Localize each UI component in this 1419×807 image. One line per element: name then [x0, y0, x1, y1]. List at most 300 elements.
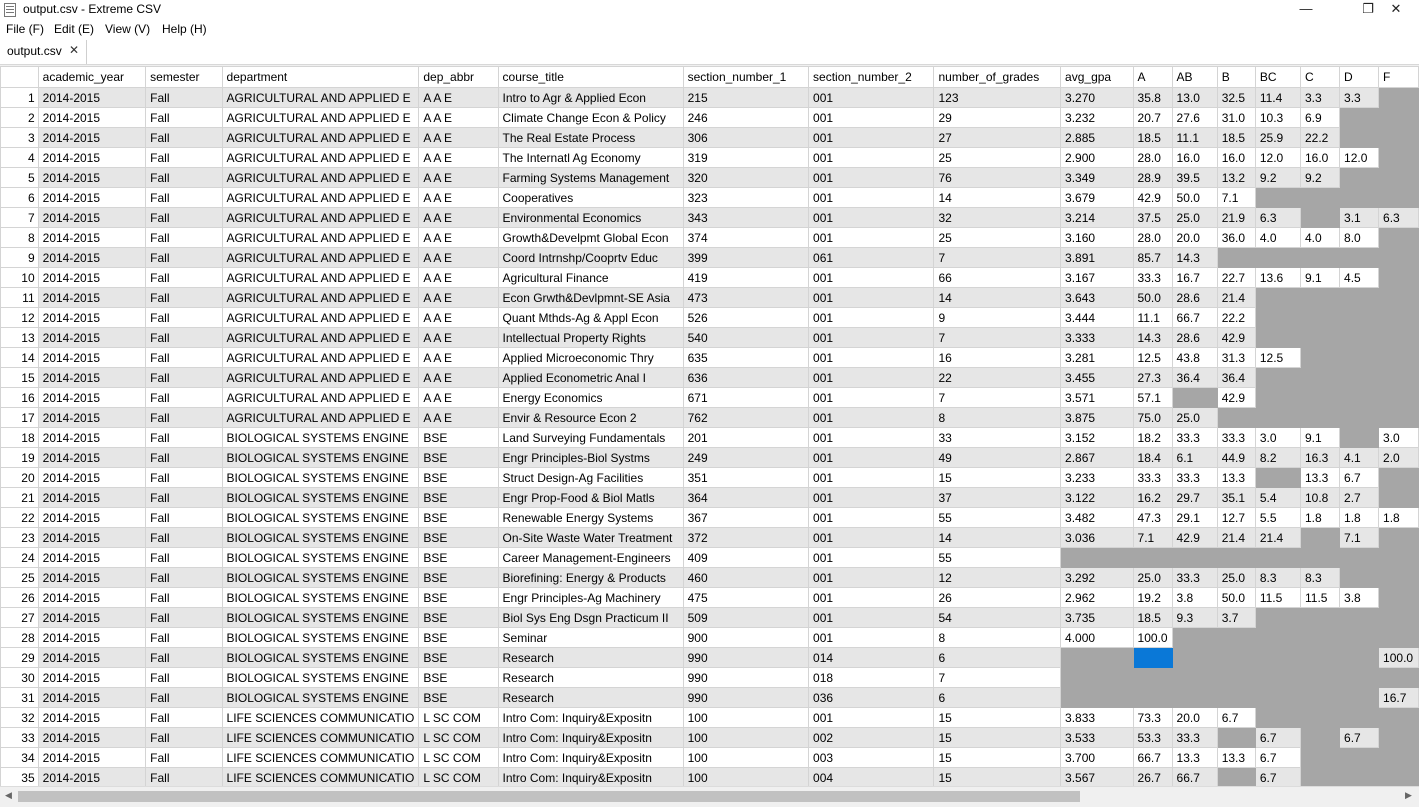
cell-section-number-1[interactable]: 460: [683, 568, 808, 588]
cell-course-title[interactable]: Renewable Energy Systems: [498, 508, 683, 528]
cell-number-of-grades[interactable]: 32: [934, 208, 1061, 228]
cell-b[interactable]: 21.9: [1217, 208, 1255, 228]
cell-semester[interactable]: Fall: [146, 688, 222, 708]
row-number[interactable]: 26: [1, 588, 39, 608]
cell-academic-year[interactable]: 2014-2015: [38, 628, 146, 648]
table-row[interactable]: [1, 548, 1419, 568]
row-number[interactable]: 34: [1, 748, 39, 768]
cell-ab[interactable]: 16.0: [1172, 148, 1217, 168]
cell-b[interactable]: [1217, 668, 1255, 688]
cell-c[interactable]: 9.1: [1300, 428, 1339, 448]
table-row[interactable]: [1, 688, 1419, 708]
cell-dep-abbr[interactable]: A A E: [419, 408, 498, 428]
cell-ab[interactable]: 28.6: [1172, 288, 1217, 308]
cell-number-of-grades[interactable]: 25: [934, 228, 1061, 248]
cell-ab[interactable]: 29.1: [1172, 508, 1217, 528]
row-number[interactable]: 33: [1, 728, 39, 748]
cell-a[interactable]: 12.5: [1133, 348, 1172, 368]
cell-ab[interactable]: 33.3: [1172, 428, 1217, 448]
cell-f[interactable]: [1379, 188, 1419, 208]
cell-ab[interactable]: 13.0: [1172, 88, 1217, 108]
cell-academic-year[interactable]: 2014-2015: [38, 168, 146, 188]
cell-c[interactable]: [1300, 668, 1339, 688]
cell-c[interactable]: 9.1: [1300, 268, 1339, 288]
column-header-b[interactable]: B: [1217, 67, 1255, 88]
cell-c[interactable]: 4.0: [1300, 228, 1339, 248]
cell-c[interactable]: 16.3: [1300, 448, 1339, 468]
cell-section-number-2[interactable]: 001: [809, 188, 934, 208]
cell-section-number-1[interactable]: 419: [683, 268, 808, 288]
cell-b[interactable]: [1217, 728, 1255, 748]
cell-course-title[interactable]: Agricultural Finance: [498, 268, 683, 288]
cell-d[interactable]: 12.0: [1340, 148, 1379, 168]
cell-ab[interactable]: 3.8: [1172, 588, 1217, 608]
cell-semester[interactable]: Fall: [146, 308, 222, 328]
cell-a[interactable]: 50.0: [1133, 288, 1172, 308]
cell-bc[interactable]: 5.4: [1255, 488, 1300, 508]
cell-c[interactable]: [1300, 308, 1339, 328]
column-header-semester[interactable]: semester: [146, 67, 222, 88]
cell-a[interactable]: 33.3: [1133, 468, 1172, 488]
cell-a[interactable]: 33.3: [1133, 268, 1172, 288]
cell-d[interactable]: 3.8: [1340, 588, 1379, 608]
cell-section-number-1[interactable]: 762: [683, 408, 808, 428]
cell-department[interactable]: LIFE SCIENCES COMMUNICATIO: [222, 768, 419, 787]
cell-section-number-2[interactable]: 001: [809, 228, 934, 248]
cell-f[interactable]: 2.0: [1379, 448, 1419, 468]
cell-academic-year[interactable]: 2014-2015: [38, 388, 146, 408]
table-row[interactable]: [1, 208, 1419, 228]
cell-number-of-grades[interactable]: 15: [934, 748, 1061, 768]
cell-dep-abbr[interactable]: BSE: [419, 588, 498, 608]
menu-view[interactable]: View (V): [105, 22, 151, 36]
cell-f[interactable]: [1379, 228, 1419, 248]
table-row[interactable]: [1, 148, 1419, 168]
cell-dep-abbr[interactable]: BSE: [419, 528, 498, 548]
cell-course-title[interactable]: Seminar: [498, 628, 683, 648]
cell-c[interactable]: 13.3: [1300, 468, 1339, 488]
row-number[interactable]: 35: [1, 768, 39, 787]
cell-academic-year[interactable]: 2014-2015: [38, 528, 146, 548]
cell-academic-year[interactable]: 2014-2015: [38, 328, 146, 348]
cell-a[interactable]: 75.0: [1133, 408, 1172, 428]
cell-section-number-1[interactable]: 201: [683, 428, 808, 448]
cell-section-number-1[interactable]: 364: [683, 488, 808, 508]
cell-bc[interactable]: 8.3: [1255, 568, 1300, 588]
cell-academic-year[interactable]: 2014-2015: [38, 728, 146, 748]
cell-dep-abbr[interactable]: L SC COM: [419, 728, 498, 748]
cell-ab[interactable]: 29.7: [1172, 488, 1217, 508]
cell-number-of-grades[interactable]: 7: [934, 668, 1061, 688]
cell-section-number-2[interactable]: 001: [809, 568, 934, 588]
cell-ab[interactable]: 11.1: [1172, 128, 1217, 148]
cell-f[interactable]: [1379, 528, 1419, 548]
cell-section-number-1[interactable]: 990: [683, 668, 808, 688]
table-row[interactable]: [1, 448, 1419, 468]
cell-b[interactable]: 32.5: [1217, 88, 1255, 108]
tab-close-icon[interactable]: ✕: [69, 43, 80, 57]
cell-bc[interactable]: [1255, 628, 1300, 648]
cell-ab[interactable]: 33.3: [1172, 568, 1217, 588]
cell-section-number-1[interactable]: 351: [683, 468, 808, 488]
table-row[interactable]: [1, 748, 1419, 768]
cell-semester[interactable]: Fall: [146, 208, 222, 228]
table-row[interactable]: [1, 588, 1419, 608]
cell-bc[interactable]: [1255, 188, 1300, 208]
cell-a[interactable]: 73.3: [1133, 708, 1172, 728]
cell-f[interactable]: [1379, 768, 1419, 787]
menu-edit[interactable]: Edit (E): [54, 22, 95, 36]
cell-academic-year[interactable]: 2014-2015: [38, 668, 146, 688]
cell-section-number-2[interactable]: 004: [809, 768, 934, 787]
cell-course-title[interactable]: Quant Mthds-Ag & Appl Econ: [498, 308, 683, 328]
cell-dep-abbr[interactable]: A A E: [419, 168, 498, 188]
cell-f[interactable]: [1379, 728, 1419, 748]
cell-academic-year[interactable]: 2014-2015: [38, 648, 146, 668]
cell-department[interactable]: AGRICULTURAL AND APPLIED E: [222, 408, 419, 428]
cell-c[interactable]: [1300, 408, 1339, 428]
cell-dep-abbr[interactable]: BSE: [419, 628, 498, 648]
table-row[interactable]: [1, 368, 1419, 388]
cell-d[interactable]: [1340, 628, 1379, 648]
cell-f[interactable]: [1379, 108, 1419, 128]
cell-avg-gpa[interactable]: 2.962: [1061, 588, 1133, 608]
cell-bc[interactable]: [1255, 368, 1300, 388]
cell-avg-gpa[interactable]: 2.885: [1061, 128, 1133, 148]
cell-section-number-2[interactable]: 001: [809, 628, 934, 648]
cell-f[interactable]: [1379, 628, 1419, 648]
cell-course-title[interactable]: Career Management-Engineers: [498, 548, 683, 568]
table-row[interactable]: [1, 88, 1419, 108]
cell-section-number-1[interactable]: 367: [683, 508, 808, 528]
cell-course-title[interactable]: Land Surveying Fundamentals: [498, 428, 683, 448]
cell-ab[interactable]: 43.8: [1172, 348, 1217, 368]
cell-dep-abbr[interactable]: BSE: [419, 468, 498, 488]
cell-d[interactable]: [1340, 388, 1379, 408]
cell-number-of-grades[interactable]: 22: [934, 368, 1061, 388]
cell-section-number-1[interactable]: 249: [683, 448, 808, 468]
cell-semester[interactable]: Fall: [146, 128, 222, 148]
cell-a[interactable]: 20.7: [1133, 108, 1172, 128]
cell-c[interactable]: 9.2: [1300, 168, 1339, 188]
cell-section-number-1[interactable]: 306: [683, 128, 808, 148]
row-number[interactable]: 12: [1, 308, 39, 328]
cell-number-of-grades[interactable]: 66: [934, 268, 1061, 288]
cell-academic-year[interactable]: 2014-2015: [38, 148, 146, 168]
cell-avg-gpa[interactable]: 3.891: [1061, 248, 1133, 268]
cell-bc[interactable]: 8.2: [1255, 448, 1300, 468]
cell-bc[interactable]: [1255, 668, 1300, 688]
cell-academic-year[interactable]: 2014-2015: [38, 368, 146, 388]
cell-dep-abbr[interactable]: A A E: [419, 388, 498, 408]
cell-section-number-2[interactable]: 001: [809, 328, 934, 348]
cell-ab[interactable]: 39.5: [1172, 168, 1217, 188]
cell-f[interactable]: 100.0: [1379, 648, 1419, 668]
cell-dep-abbr[interactable]: A A E: [419, 128, 498, 148]
cell-avg-gpa[interactable]: 3.214: [1061, 208, 1133, 228]
cell-ab[interactable]: 50.0: [1172, 188, 1217, 208]
cell-a[interactable]: 18.4: [1133, 448, 1172, 468]
cell-d[interactable]: 8.0: [1340, 228, 1379, 248]
column-header-avg-gpa[interactable]: avg_gpa: [1061, 67, 1133, 88]
cell-section-number-2[interactable]: 001: [809, 508, 934, 528]
cell-academic-year[interactable]: 2014-2015: [38, 268, 146, 288]
cell-section-number-2[interactable]: 018: [809, 668, 934, 688]
cell-f[interactable]: [1379, 88, 1419, 108]
cell-bc[interactable]: [1255, 408, 1300, 428]
cell-bc[interactable]: [1255, 288, 1300, 308]
cell-f[interactable]: [1379, 468, 1419, 488]
cell-a[interactable]: [1133, 668, 1172, 688]
table-row[interactable]: [1, 428, 1419, 448]
table-row[interactable]: [1, 668, 1419, 688]
cell-d[interactable]: [1340, 248, 1379, 268]
cell-d[interactable]: [1340, 548, 1379, 568]
cell-section-number-2[interactable]: 001: [809, 368, 934, 388]
cell-avg-gpa[interactable]: 3.232: [1061, 108, 1133, 128]
table-row[interactable]: [1, 328, 1419, 348]
cell-academic-year[interactable]: 2014-2015: [38, 548, 146, 568]
cell-course-title[interactable]: Environmental Economics: [498, 208, 683, 228]
row-number[interactable]: 7: [1, 208, 39, 228]
cell-semester[interactable]: Fall: [146, 448, 222, 468]
cell-dep-abbr[interactable]: A A E: [419, 88, 498, 108]
cell-department[interactable]: AGRICULTURAL AND APPLIED E: [222, 128, 419, 148]
cell-course-title[interactable]: Biorefining: Energy & Products: [498, 568, 683, 588]
cell-dep-abbr[interactable]: L SC COM: [419, 748, 498, 768]
cell-section-number-1[interactable]: 990: [683, 688, 808, 708]
cell-f[interactable]: [1379, 408, 1419, 428]
cell-section-number-1[interactable]: 374: [683, 228, 808, 248]
cell-c[interactable]: 3.3: [1300, 88, 1339, 108]
cell-d[interactable]: [1340, 608, 1379, 628]
cell-a[interactable]: 19.2: [1133, 588, 1172, 608]
row-number[interactable]: 22: [1, 508, 39, 528]
cell-department[interactable]: BIOLOGICAL SYSTEMS ENGINE: [222, 608, 419, 628]
cell-d[interactable]: [1340, 188, 1379, 208]
cell-section-number-1[interactable]: 100: [683, 768, 808, 787]
cell-semester[interactable]: Fall: [146, 368, 222, 388]
cell-a[interactable]: 35.8: [1133, 88, 1172, 108]
cell-section-number-1[interactable]: 372: [683, 528, 808, 548]
cell-bc[interactable]: 12.0: [1255, 148, 1300, 168]
cell-b[interactable]: 22.7: [1217, 268, 1255, 288]
cell-b[interactable]: 18.5: [1217, 128, 1255, 148]
table-row[interactable]: [1, 528, 1419, 548]
cell-a[interactable]: 7.1: [1133, 528, 1172, 548]
cell-avg-gpa[interactable]: 3.122: [1061, 488, 1133, 508]
table-row[interactable]: [1, 608, 1419, 628]
cell-f[interactable]: 6.3: [1379, 208, 1419, 228]
cell-dep-abbr[interactable]: A A E: [419, 248, 498, 268]
cell-semester[interactable]: Fall: [146, 548, 222, 568]
cell-number-of-grades[interactable]: 8: [934, 408, 1061, 428]
cell-ab[interactable]: [1172, 628, 1217, 648]
cell-c[interactable]: [1300, 248, 1339, 268]
table-row[interactable]: [1, 308, 1419, 328]
cell-avg-gpa[interactable]: 3.833: [1061, 708, 1133, 728]
cell-d[interactable]: 4.5: [1340, 268, 1379, 288]
column-header-section-number-2[interactable]: section_number_2: [809, 67, 934, 88]
cell-section-number-2[interactable]: 001: [809, 268, 934, 288]
row-number[interactable]: 10: [1, 268, 39, 288]
cell-department[interactable]: BIOLOGICAL SYSTEMS ENGINE: [222, 628, 419, 648]
cell-b[interactable]: 6.7: [1217, 708, 1255, 728]
column-header-d[interactable]: D: [1340, 67, 1379, 88]
cell-a[interactable]: 53.3: [1133, 728, 1172, 748]
cell-dep-abbr[interactable]: A A E: [419, 208, 498, 228]
cell-department[interactable]: BIOLOGICAL SYSTEMS ENGINE: [222, 448, 419, 468]
cell-department[interactable]: BIOLOGICAL SYSTEMS ENGINE: [222, 548, 419, 568]
cell-d[interactable]: 6.7: [1340, 728, 1379, 748]
cell-b[interactable]: 42.9: [1217, 328, 1255, 348]
cell-course-title[interactable]: On-Site Waste Water Treatment: [498, 528, 683, 548]
cell-number-of-grades[interactable]: 6: [934, 688, 1061, 708]
cell-avg-gpa[interactable]: 3.152: [1061, 428, 1133, 448]
cell-avg-gpa[interactable]: 3.533: [1061, 728, 1133, 748]
table-row[interactable]: [1, 348, 1419, 368]
cell-ab[interactable]: 20.0: [1172, 708, 1217, 728]
cell-a[interactable]: 37.5: [1133, 208, 1172, 228]
cell-avg-gpa[interactable]: [1061, 668, 1133, 688]
cell-section-number-2[interactable]: 001: [809, 168, 934, 188]
close-button[interactable]: ✕: [1390, 1, 1402, 16]
cell-bc[interactable]: 4.0: [1255, 228, 1300, 248]
cell-c[interactable]: 6.9: [1300, 108, 1339, 128]
cell-ab[interactable]: [1172, 648, 1217, 668]
cell-dep-abbr[interactable]: A A E: [419, 308, 498, 328]
cell-d[interactable]: [1340, 748, 1379, 768]
cell-number-of-grades[interactable]: 12: [934, 568, 1061, 588]
cell-c[interactable]: [1300, 628, 1339, 648]
cell-section-number-2[interactable]: 036: [809, 688, 934, 708]
cell-academic-year[interactable]: 2014-2015: [38, 348, 146, 368]
cell-c[interactable]: 11.5: [1300, 588, 1339, 608]
cell-f[interactable]: [1379, 388, 1419, 408]
cell-a[interactable]: 27.3: [1133, 368, 1172, 388]
row-number[interactable]: 8: [1, 228, 39, 248]
cell-semester[interactable]: Fall: [146, 268, 222, 288]
cell-bc[interactable]: [1255, 388, 1300, 408]
cell-section-number-2[interactable]: 001: [809, 488, 934, 508]
cell-academic-year[interactable]: 2014-2015: [38, 588, 146, 608]
cell-c[interactable]: 1.8: [1300, 508, 1339, 528]
cell-section-number-1[interactable]: 100: [683, 748, 808, 768]
cell-a[interactable]: 66.7: [1133, 748, 1172, 768]
cell-department[interactable]: AGRICULTURAL AND APPLIED E: [222, 248, 419, 268]
table-row[interactable]: [1, 188, 1419, 208]
cell-semester[interactable]: Fall: [146, 428, 222, 448]
cell-section-number-1[interactable]: 671: [683, 388, 808, 408]
cell-ab[interactable]: 66.7: [1172, 768, 1217, 787]
cell-course-title[interactable]: Research: [498, 668, 683, 688]
cell-department[interactable]: BIOLOGICAL SYSTEMS ENGINE: [222, 688, 419, 708]
cell-section-number-1[interactable]: 540: [683, 328, 808, 348]
cell-semester[interactable]: Fall: [146, 608, 222, 628]
cell-ab[interactable]: 25.0: [1172, 408, 1217, 428]
cell-f[interactable]: [1379, 128, 1419, 148]
cell-avg-gpa[interactable]: 3.735: [1061, 608, 1133, 628]
cell-number-of-grades[interactable]: 9: [934, 308, 1061, 328]
cell-academic-year[interactable]: 2014-2015: [38, 308, 146, 328]
cell-a[interactable]: 28.0: [1133, 228, 1172, 248]
cell-dep-abbr[interactable]: A A E: [419, 228, 498, 248]
cell-f[interactable]: [1379, 608, 1419, 628]
cell-a[interactable]: [1133, 548, 1172, 568]
cell-department[interactable]: BIOLOGICAL SYSTEMS ENGINE: [222, 648, 419, 668]
cell-dep-abbr[interactable]: BSE: [419, 608, 498, 628]
cell-f[interactable]: [1379, 748, 1419, 768]
cell-b[interactable]: [1217, 548, 1255, 568]
cell-bc[interactable]: 5.5: [1255, 508, 1300, 528]
cell-a[interactable]: 25.0: [1133, 568, 1172, 588]
cell-section-number-2[interactable]: 001: [809, 208, 934, 228]
cell-ab[interactable]: 14.3: [1172, 248, 1217, 268]
cell-academic-year[interactable]: 2014-2015: [38, 448, 146, 468]
cell-b[interactable]: [1217, 688, 1255, 708]
cell-number-of-grades[interactable]: 14: [934, 188, 1061, 208]
cell-avg-gpa[interactable]: 3.270: [1061, 88, 1133, 108]
cell-ab[interactable]: 27.6: [1172, 108, 1217, 128]
cell-bc[interactable]: [1255, 248, 1300, 268]
table-row[interactable]: [1, 408, 1419, 428]
cell-section-number-2[interactable]: 001: [809, 348, 934, 368]
cell-section-number-1[interactable]: 246: [683, 108, 808, 128]
cell-c[interactable]: 16.0: [1300, 148, 1339, 168]
cell-department[interactable]: AGRICULTURAL AND APPLIED E: [222, 288, 419, 308]
row-number[interactable]: 29: [1, 648, 39, 668]
cell-c[interactable]: [1300, 368, 1339, 388]
cell-department[interactable]: AGRICULTURAL AND APPLIED E: [222, 308, 419, 328]
table-row[interactable]: [1, 728, 1419, 748]
cell-semester[interactable]: Fall: [146, 668, 222, 688]
cell-d[interactable]: [1340, 168, 1379, 188]
cell-b[interactable]: 13.3: [1217, 748, 1255, 768]
row-number[interactable]: 25: [1, 568, 39, 588]
table-row[interactable]: [1, 568, 1419, 588]
cell-f[interactable]: [1379, 288, 1419, 308]
cell-section-number-1[interactable]: 319: [683, 148, 808, 168]
cell-f[interactable]: 3.0: [1379, 428, 1419, 448]
cell-academic-year[interactable]: 2014-2015: [38, 568, 146, 588]
cell-f[interactable]: [1379, 168, 1419, 188]
row-number[interactable]: 30: [1, 668, 39, 688]
table-row[interactable]: [1, 268, 1419, 288]
cell-c[interactable]: [1300, 528, 1339, 548]
cell-course-title[interactable]: Farming Systems Management: [498, 168, 683, 188]
cell-semester[interactable]: Fall: [146, 508, 222, 528]
cell-avg-gpa[interactable]: 2.867: [1061, 448, 1133, 468]
cell-semester[interactable]: Fall: [146, 328, 222, 348]
cell-section-number-2[interactable]: 001: [809, 428, 934, 448]
cell-f[interactable]: [1379, 548, 1419, 568]
cell-d[interactable]: [1340, 308, 1379, 328]
cell-academic-year[interactable]: 2014-2015: [38, 608, 146, 628]
cell-avg-gpa[interactable]: 3.482: [1061, 508, 1133, 528]
cell-section-number-1[interactable]: 636: [683, 368, 808, 388]
cell-avg-gpa[interactable]: 3.875: [1061, 408, 1133, 428]
cell-number-of-grades[interactable]: 15: [934, 728, 1061, 748]
cell-b[interactable]: [1217, 768, 1255, 787]
cell-section-number-1[interactable]: 526: [683, 308, 808, 328]
cell-academic-year[interactable]: 2014-2015: [38, 88, 146, 108]
cell-avg-gpa[interactable]: 3.455: [1061, 368, 1133, 388]
cell-f[interactable]: [1379, 148, 1419, 168]
cell-department[interactable]: BIOLOGICAL SYSTEMS ENGINE: [222, 528, 419, 548]
table-row[interactable]: [1, 168, 1419, 188]
cell-f[interactable]: [1379, 308, 1419, 328]
cell-semester[interactable]: Fall: [146, 188, 222, 208]
